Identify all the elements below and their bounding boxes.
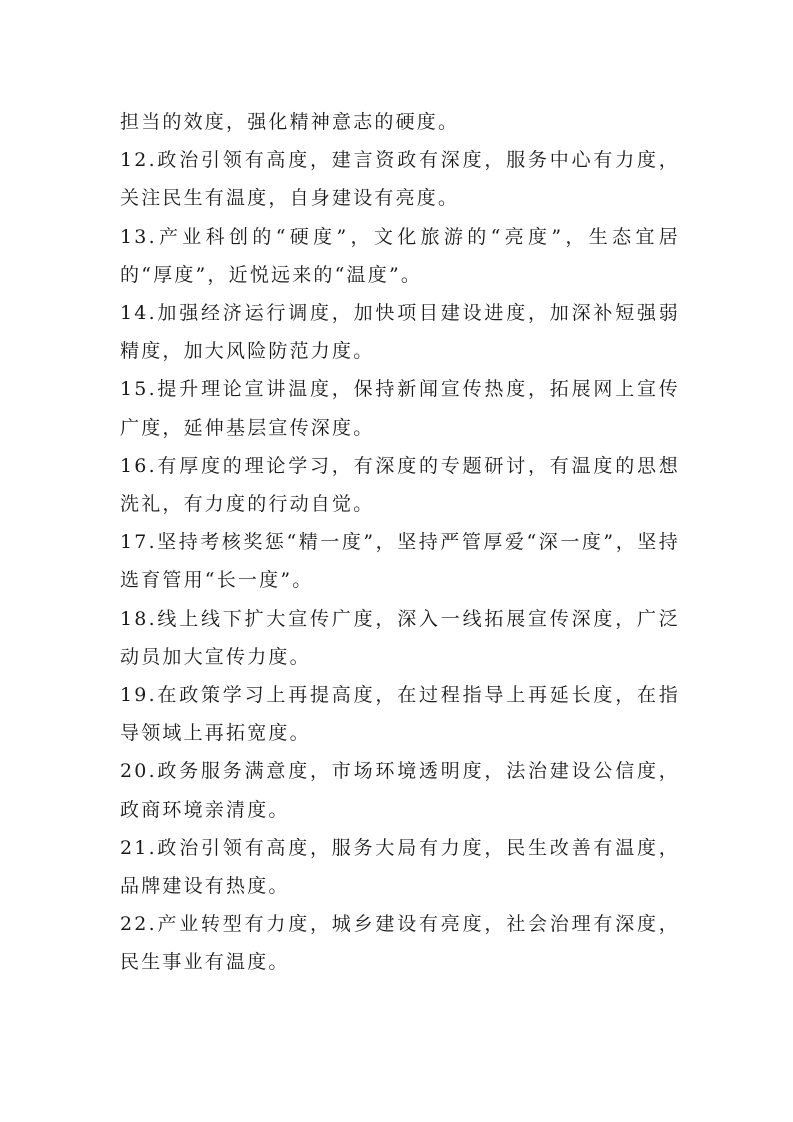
- list-item-18: 18.线上线下扩大宣传广度，深入一线拓展宣传深度，广泛动员加大宣传力度。: [120, 607, 680, 668]
- paragraph-continuation: 担当的效度，强化精神意志的硬度。: [120, 111, 460, 133]
- list-item-20: 20.政务服务满意度，市场环境透明度，法治建设公信度，政商环境亲清度。: [120, 760, 680, 821]
- list-item-13: 13.产业科创的“硬度”，文化旅游的“亮度”，生态宜居的“厚度”，近悦远来的“温度”。: [120, 225, 680, 286]
- list-item-21: 21.政治引领有高度，服务大局有力度，民生改善有温度，品牌建设有热度。: [120, 836, 680, 898]
- list-item-22: 22.产业转型有力度，城乡建设有亮度，社会治理有深度，民生事业有温度。: [120, 913, 680, 974]
- list-item-12: 12.政治引领有高度，建言资政有深度，服务中心有力度，关注民生有温度，自身建设有亮度。: [120, 149, 680, 210]
- list-item-19: 19.在政策学习上再提高度，在过程指导上再延长度，在指导领域上再拓宽度。: [120, 684, 680, 745]
- list-item-14: 14.加强经济运行调度，加快项目建设进度，加深补短强弱精度，加大风险防范力度。: [120, 302, 680, 363]
- list-item-16: 16.有厚度的理论学习，有深度的专题研讨，有温度的思想洗礼，有力度的行动自觉。: [120, 454, 680, 516]
- list-item-15: 15.提升理论宣讲温度，保持新闻宣传热度，拓展网上宣传广度，延伸基层宣传深度。: [120, 378, 680, 439]
- document-body: [120, 103, 680, 982]
- list-item-17: 17.坚持考核奖惩“精一度”，坚持严管厚爱“深一度”，坚持选育管用“长一度”。: [120, 531, 680, 592]
